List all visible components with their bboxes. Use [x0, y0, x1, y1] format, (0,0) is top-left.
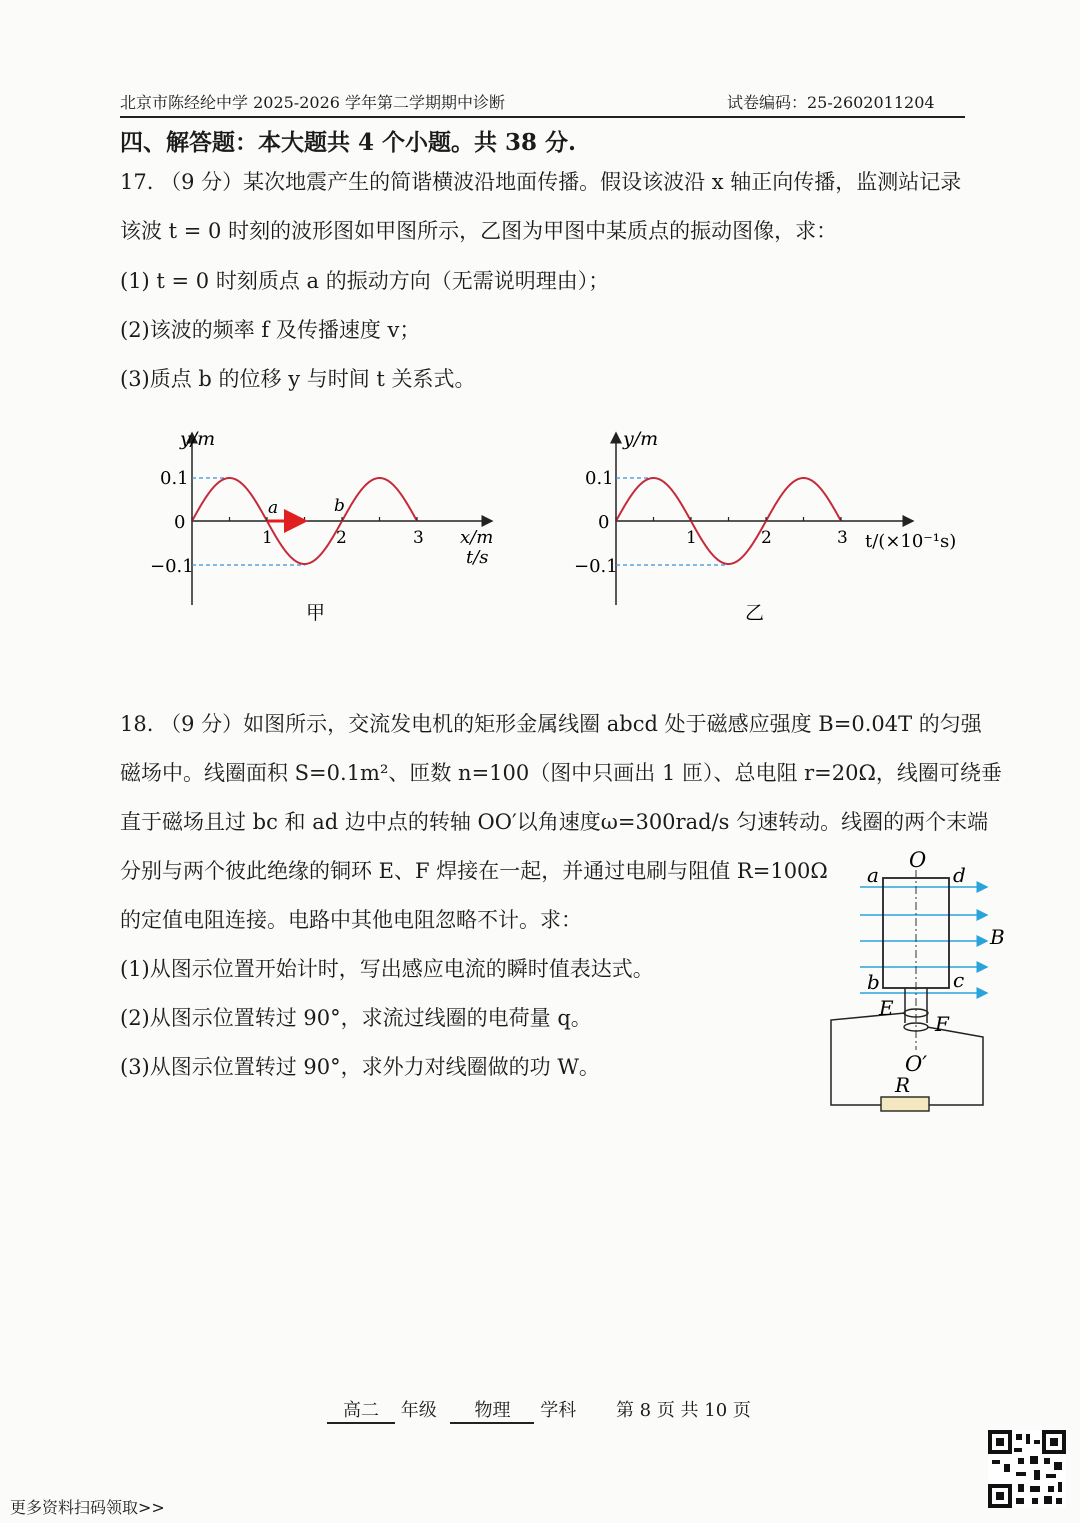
q17-part1: (1) t = 0 时刻质点 a 的振动方向（无需说明理由）；: [120, 269, 610, 293]
y-axis-label: y/m: [623, 428, 659, 450]
t-tick-3: 3: [837, 528, 848, 548]
y-tick-zero: 0: [598, 512, 610, 533]
page-info: 第 8 页 共 10 页: [615, 1400, 751, 1421]
q18-part3: (3)从图示位置转过 90°，求外力对线圈做的功 W。: [120, 1055, 600, 1079]
wave-graph-jia: [140, 425, 520, 630]
q18-line2: 磁场中。线圈面积 S=0.1m²、匝数 n=100（图中只画出 1 匝）、总电阻 r=20Ω，线圈可绕垂: [120, 761, 1002, 785]
more-resources-link[interactable]: 更多资料扫码领取>>: [10, 1498, 165, 1517]
t-axis-label: t/(×10⁻¹s): [865, 531, 957, 552]
y-tick-bottom: −0.1: [150, 556, 194, 577]
q18-line3: 直于磁场且过 bc 和 ad 边中点的转轴 OO′以角速度ω=300rad/s 匀速转动。线圈的两个末端: [120, 810, 989, 834]
q18-line5: 的定值电阻连接。电路中其他电阻忽略不计。求：: [120, 908, 582, 932]
y-tick-top: 0.1: [160, 468, 189, 489]
q17-line2: 该波 t = 0 时刻的波形图如甲图所示，乙图为甲图中某质点的振动图像，求：: [120, 219, 838, 243]
y-tick-zero: 0: [174, 512, 186, 533]
x-axis-label-2: t/s: [466, 547, 489, 568]
vibration-graph-yi: [565, 425, 965, 630]
paper-code: 试卷编码：25-2602011204: [727, 93, 935, 112]
qr-code-icon[interactable]: [988, 1430, 1066, 1508]
subject-value: 物理: [450, 1396, 534, 1424]
x-tick-2: 2: [336, 528, 347, 548]
q17-part3: (3)质点 b 的位移 y 与时间 t 关系式。: [120, 367, 476, 391]
generator-figure: [825, 845, 1015, 1115]
q17-part2: (2)该波的频率 f 及传播速度 v；: [120, 318, 421, 342]
label-a: a: [867, 863, 879, 887]
label-B: B: [990, 925, 1005, 949]
wire-right: [927, 1027, 983, 1105]
resistor-R: [881, 1097, 929, 1111]
label-O: O: [909, 848, 927, 872]
exam-title: 北京市陈经纶中学 2025-2026 学年第二学期期中诊断: [120, 93, 506, 112]
section-title: 四、解答题：本大题共 4 个小题。共 38 分.: [120, 129, 577, 156]
x-tick-3: 3: [413, 528, 424, 548]
y-tick-top: 0.1: [585, 468, 614, 489]
t-tick-1: 1: [686, 528, 697, 548]
grade-suffix: 年级: [400, 1400, 437, 1421]
page-footer: [327, 1396, 751, 1424]
label-E: E: [879, 996, 894, 1020]
q18-line4: 分别与两个彼此绝缘的铜环 E、F 焊接在一起，并通过电刷与阻值 R=100Ω: [120, 859, 828, 883]
point-b-label: b: [334, 496, 345, 516]
q18-line1: 18. （9 分）如图所示，交流发电机的矩形金属线圈 abcd 处于磁感应强度 B=0.04T 的匀强: [120, 712, 982, 736]
label-c: c: [953, 968, 965, 992]
label-d: d: [953, 863, 966, 887]
label-b: b: [867, 970, 880, 994]
y-axis-label: y/m: [180, 428, 216, 450]
graph-caption-jia: 甲: [306, 602, 326, 624]
point-a-label: a: [268, 498, 279, 518]
q18-part1: (1)从图示位置开始计时，写出感应电流的瞬时值表达式。: [120, 957, 654, 981]
x-tick-1: 1: [262, 528, 273, 548]
subject-suffix: 学科: [540, 1400, 577, 1421]
header-rule: [120, 116, 965, 118]
label-F: F: [935, 1012, 949, 1036]
x-axis-label-1: x/m: [460, 527, 494, 548]
y-tick-bottom: −0.1: [574, 556, 618, 577]
grade-value: 高二: [327, 1396, 395, 1424]
t-tick-2: 2: [761, 528, 772, 548]
q17-line1: 17. （9 分）某次地震产生的简谐横波沿地面传播。假设该波沿 x 轴正向传播，监测站记录: [120, 170, 962, 194]
wire-left: [831, 1013, 905, 1105]
graph-caption-yi: 乙: [745, 602, 765, 624]
label-R: R: [895, 1073, 911, 1097]
q18-part2: (2)从图示位置转过 90°，求流过线圈的电荷量 q。: [120, 1006, 592, 1030]
label-O-prime: O′: [905, 1052, 927, 1076]
